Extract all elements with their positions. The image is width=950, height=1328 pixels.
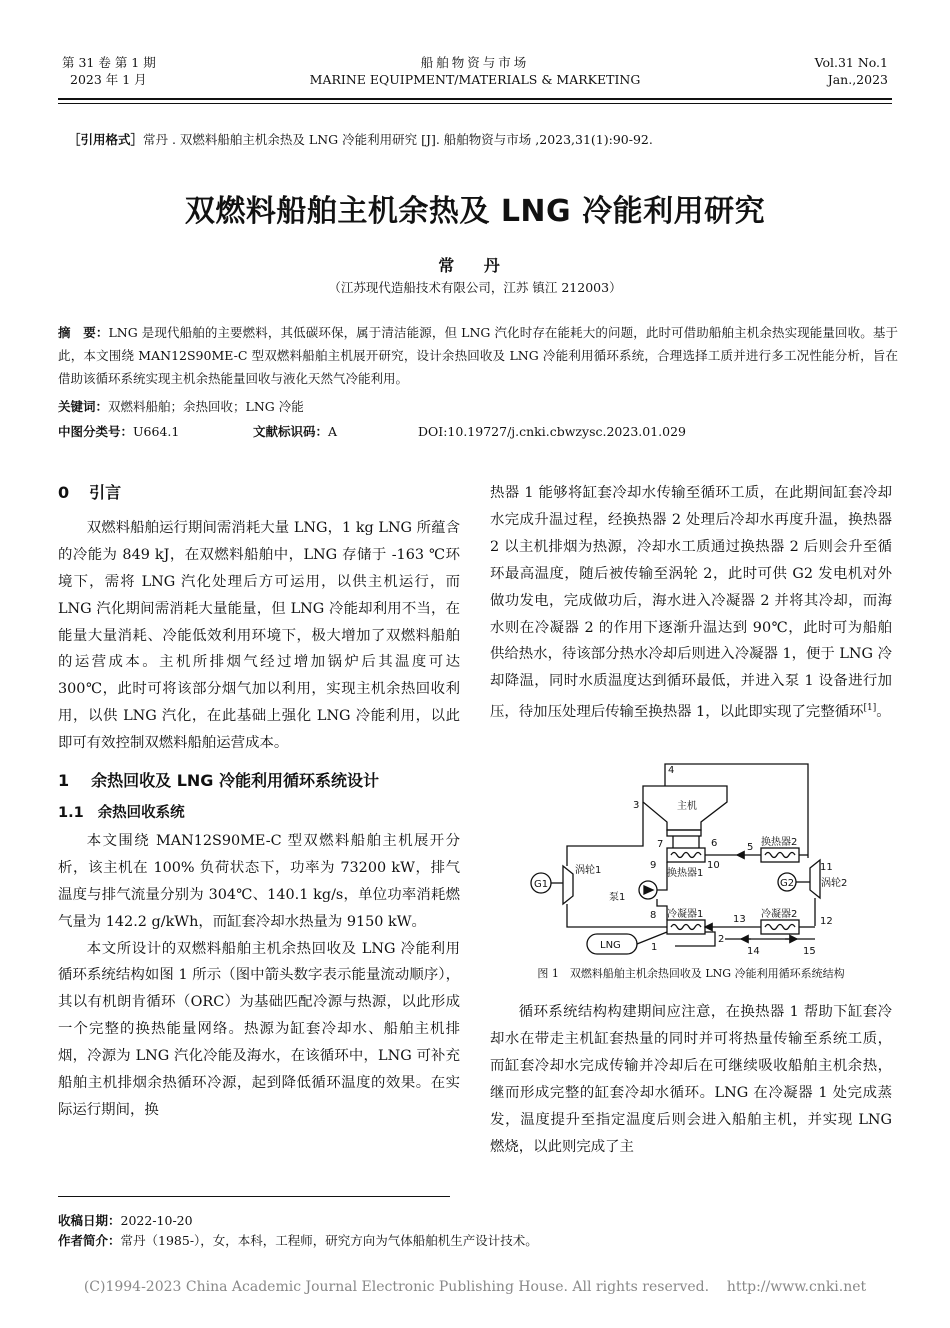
right-paragraph-1 — [490, 480, 892, 726]
heat-exchanger-2 — [761, 848, 799, 862]
label-g1: G1 — [534, 879, 549, 890]
num-9: 9 — [650, 860, 657, 871]
num-7: 7 — [657, 839, 664, 850]
flow-line-9 — [657, 862, 667, 890]
right-column-bottom — [490, 999, 892, 1160]
section-1-heading — [58, 768, 460, 795]
received-label: 收稿日期： — [58, 1213, 121, 1228]
doc-code-label: 文献标识码： — [253, 424, 329, 439]
section-1-1-number: 1.1 — [58, 804, 84, 821]
label-turbine-1: 涡轮1 — [575, 865, 602, 876]
keywords-text: 双燃料船舶；余热回收；LNG 冷能 — [108, 399, 304, 414]
header-date-en: Jan.,2023 — [827, 72, 888, 87]
hx1-coil — [671, 853, 701, 858]
condenser-2 — [761, 920, 799, 934]
figure-1 — [515, 756, 865, 961]
num-14: 14 — [747, 946, 760, 957]
right-paragraph-2: 循环系统结构构建期间应注意，在换热器 1 帮助下缸套冷却水在带走主机缸套热量的同时并可将热量传输至系统工质，而缸套冷却水完成传输并冷却后在可继续吸收船舶主机余热，继而形成完整的缸套冷却水循环。LNG 在冷凝器 1 处完成蒸发，温度提升至指定温度后则会进入船舶主机，并实现 LNG 燃烧，以此则完成了主 — [490, 1004, 892, 1155]
section-1-title: 余热回收及 LNG 冷能利用循环系统设计 — [91, 771, 380, 791]
hx2-coil — [765, 853, 795, 858]
abstract-text: LNG 是现代船舶的主要燃料，其低碳环保，属于清洁能源，但 LNG 汽化时存在能耗大的问题，此时可借助船舶主机余热实现能量回收。基于此，本文围绕 MAN12S90ME-C 型双燃料船舶主机展开研究，设计余热回收及 LNG 冷能利用循环系统，合理选择工质并进行多工况性能分析，旨在借助该循环系统实现主机余热能量回收与液化天然气冷能利用。 — [58, 325, 898, 386]
section-0-heading — [58, 480, 460, 507]
flow-line-3 — [567, 802, 643, 866]
copyright-watermark: (C)1994-2023 China Academic Journal Electronic Publishing House. All rights reserved. http://www.cnki.net — [83, 1279, 867, 1295]
right-column-top — [490, 480, 892, 726]
abstract-label: 摘 要： — [58, 325, 109, 340]
label-lng: LNG — [600, 940, 621, 951]
section-1-1-title: 余热回收系统 — [97, 804, 185, 821]
num-12: 12 — [820, 916, 833, 927]
author-affiliation: （江苏现代造船技术有限公司，江苏 镇江 212003） — [328, 280, 622, 295]
clc-label: 中图分类号： — [58, 424, 134, 439]
section-1-1-paragraph-2: 本文所设计的双燃料船舶主机余热回收及 LNG 冷能利用循环系统结构如图 1 所示（图中箭头数字表示能量流动顺序），其以有机朗肯循环（ORC）为基础匹配冷源与热源，以此形成一个完整的换热能量网络。热源为缸套冷却水、船舶主机排烟，冷源为 LNG 汽化冷能及海水，在该循环中，LNG 可补充船舶主机排烟余热循环冷源，起到降低循环温度的效果。在实际运行期间，换 — [58, 940, 460, 1118]
intro-paragraph: 双燃料船舶运行期间需消耗大量 LNG，1 kg LNG 所蕴含的冷能为 849 kJ，在双燃料船舶中，LNG 存储于 -163 ℃环境下，需将 LNG 汽化处理后方可运用，以供主机运行，而 LNG 汽化期间需消耗大量能量，但 LNG 冷能却利用不当，在能量大量消耗、冷能低效利用环境下，极大增加了双燃料船舶的运营成本。主机所排烟气经过增加锅炉后其温度可达 300℃，此时可将该部分烟气加以利用，实现主机余热回收利用，以供 LNG 汽化，在此基础上强化 LNG 冷能利用，以此即可有效控制双燃料船舶运营成本。 — [58, 519, 460, 752]
keywords-label: 关键词： — [58, 399, 109, 414]
header-rule-thin — [58, 103, 892, 104]
num-1: 1 — [651, 942, 658, 953]
received-date — [58, 1211, 193, 1229]
num-4: 4 — [668, 765, 675, 776]
left-column — [58, 483, 460, 1124]
num-13: 13 — [733, 914, 746, 925]
citation-label: ［引用格式］ — [68, 132, 144, 147]
bio-text: 常丹（1985-），女，本科，工程师，研究方向为气体船舶机生产设计技术。 — [120, 1233, 538, 1248]
classification — [58, 422, 898, 440]
condenser-1 — [667, 920, 705, 934]
label-cond1: 冷凝器1 — [667, 909, 704, 920]
author-bio — [58, 1231, 538, 1249]
heat-exchanger-1 — [667, 848, 705, 862]
section-1-1-heading — [58, 800, 460, 827]
header-journal — [0, 54, 950, 88]
flow-line-8 — [657, 899, 667, 920]
turbine-2 — [810, 860, 820, 898]
num-3: 3 — [633, 800, 640, 811]
num-15: 15 — [803, 946, 816, 957]
footnote-rule — [58, 1196, 450, 1197]
main-engine-base — [667, 830, 701, 836]
num-10: 10 — [707, 860, 720, 871]
section-0-title: 引言 — [89, 483, 122, 502]
label-hx1: 换热器1 — [667, 868, 704, 879]
header-rule-thick — [58, 98, 892, 100]
citation-text: 常丹 . 双燃料船舶主机余热及 LNG 冷能利用研究 [J]. 船舶物资与市场 ,2023,31(1):90-92. — [143, 132, 653, 147]
turbine-1 — [563, 866, 573, 904]
citation — [68, 130, 653, 148]
num-2: 2 — [718, 934, 725, 945]
system-diagram — [515, 756, 865, 961]
keywords — [58, 397, 304, 415]
label-g2: G2 — [780, 878, 795, 889]
doi: DOI:10.19727/j.cnki.cbwzysc.2023.01.029 — [418, 424, 686, 439]
num-8: 8 — [650, 910, 657, 921]
clc-code: U664.1 — [133, 424, 180, 439]
header-journal-cn: 船舶物资与市场 — [420, 55, 530, 70]
num-5: 5 — [747, 842, 754, 853]
received-value: 2022-10-20 — [120, 1213, 193, 1228]
doc-code: A — [328, 424, 338, 439]
section-1-1-paragraph-1: 本文围绕 MAN12S90ME-C 型双燃料船舶主机展开分析，该主机在 100% 负荷状态下，功率为 73200 kW，排气温度与排气流量分别为 304℃、140.1 kg/s，单位功率消耗燃气量为 142.2 g/kWh，而缸套冷却水热量为 9150 kW。 — [58, 832, 460, 930]
header-volume-cn: 第 31 卷 第 1 期 — [62, 55, 156, 70]
reference-mark: [1] — [863, 703, 877, 714]
figure-1-caption: 图 1 双燃料船舶主机余热回收及 LNG 冷能利用循环系统结构 — [537, 967, 845, 980]
num-11: 11 — [820, 862, 833, 873]
section-0-number: 0 — [58, 483, 70, 502]
section-1-number: 1 — [58, 771, 70, 791]
header-journal-en: MARINE EQUIPMENT/MATERIALS & MARKETING — [309, 72, 641, 87]
label-cond2: 冷凝器2 — [761, 909, 798, 920]
abstract — [58, 321, 898, 390]
pump-1-arrow — [644, 886, 653, 894]
header-vol-en: Vol.31 No.1 — [814, 55, 888, 70]
cond1-coil — [671, 925, 701, 930]
author-name: 常 丹 — [438, 256, 512, 275]
label-turbine-2: 涡轮2 — [821, 878, 848, 889]
header-date-cn: 2023 年 1 月 — [70, 72, 147, 87]
right-paragraph-1-text: 热器 1 能够将缸套冷却水传输至循环工质，在此期间缸套冷却水完成升温过程，经换热器 2 处理后冷却水再度升温，换热器 2 以主机排烟为热源，冷却水工质通过换热器 2 后则会升至循环最高温度，随后被传输至涡轮 2，此时可供 G2 发电机对外做功发电，完成做功后，海水进入冷凝器 2 并将其冷却，而海水则在冷凝器 2 的作用下逐渐升温达到 90℃，此时可为船舶供给热水，待该部分热水冷却后则进入冷凝器 1，便于 LNG 冷却降温，同时水质温度达到循环最低，并进入泵 1 设备进行加压，待加压处理后传输至换热器 1，以此即实现了完整循环 — [490, 485, 892, 721]
label-hx2: 换热器2 — [761, 837, 798, 848]
cond2-coil — [765, 925, 795, 930]
bio-label: 作者简介： — [58, 1233, 121, 1248]
header-volume-en — [815, 54, 888, 88]
paper-title: 双燃料船舶主机余热及 LNG 冷能利用研究 — [184, 194, 766, 229]
label-main-engine: 主机 — [677, 801, 697, 812]
label-pump-1: 泵1 — [609, 892, 626, 903]
num-6: 6 — [711, 838, 718, 849]
right-paragraph-1-end: 。 — [876, 704, 891, 721]
